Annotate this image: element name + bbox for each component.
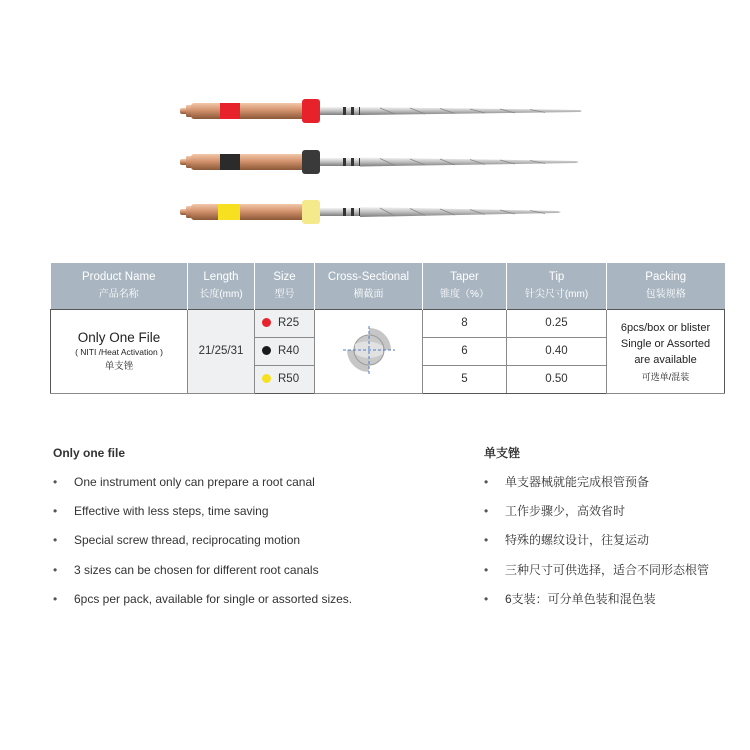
list-item: • 单支器械就能完成根管预备 [484,475,650,489]
yellow-dot-icon [262,374,271,383]
features-list-cn [484,473,744,619]
list-item: • 工作步骤少，高效省时 [484,504,626,519]
features-title-en: Only one file [53,446,126,460]
bullet-icon: • [53,562,58,577]
product-material: ( NITI /Heat Activation ) [75,347,163,357]
endodontic-files-illustration [0,80,750,240]
features-english [53,443,453,619]
file-instrument-r25 [180,99,582,123]
header-cross-section: Cross-Sectional 横截面 [315,263,423,309]
bullet-icon: • [484,475,489,489]
features-chinese [484,443,744,619]
list-item: • 特殊的螺纹设计，往复运动 [484,533,650,548]
size-cell-r25: R25 [255,309,315,337]
table-row [51,309,725,337]
tip-cell: 0.40 [507,337,607,365]
header-packing: Packing 包装规格 [607,263,725,309]
tip-cell: 0.50 [507,365,607,393]
header-tip: Tip 针尖尺寸(mm) [507,263,607,309]
list-item: • Effective with less steps, time saving [53,504,269,519]
bullet-icon: • [53,533,58,548]
product-name: Only One File [77,330,161,345]
bullet-icon: • [53,504,58,519]
cross-section-cell [315,309,423,393]
header-product-name: Product Name 产品名称 [51,263,188,309]
list-item: • 三种尺寸可供选择，适合不同形态根管 [484,562,710,577]
size-cell-r50: R50 [255,365,315,393]
taper-cell: 5 [423,365,507,393]
taper-cell: 8 [423,309,507,337]
list-item: • Special screw thread, reciprocating motion [53,533,301,548]
list-item: • 6pcs per pack, available for single or assorted sizes. [53,591,353,606]
product-name-cn: 单支锉 [104,361,134,372]
spec-table [50,263,725,394]
taper-cell: 6 [423,337,507,365]
file-instrument-r50 [180,200,561,224]
tip-cell: 0.25 [507,309,607,337]
bullet-icon: • [53,591,58,606]
bullet-icon: • [484,533,489,548]
list-item: • One instrument only can prepare a root canal [53,475,315,489]
list-item: • 3 sizes can be chosen for different root canals [53,562,319,577]
bullet-icon: • [53,475,58,489]
s-shaped-cross-section-icon [339,324,399,376]
header-length: Length 长度(mm) [188,263,255,309]
bullet-icon: • [484,591,489,606]
packing-cell: 6pcs/box or blister Single or Assorted are available 可选单/混装 [607,309,725,393]
product-name-cell [51,309,188,393]
list-item: • 6支装：可分单色装和混色装 [484,591,656,606]
black-dot-icon [262,346,271,355]
bullet-icon: • [484,562,489,577]
file-instrument-r40 [180,150,579,174]
red-dot-icon [262,318,271,327]
header-size: Size 型号 [255,263,315,309]
length-cell: 21/25/31 [188,309,255,393]
size-cell-r40: R40 [255,337,315,365]
header-taper: Taper 锥度（%） [423,263,507,309]
bullet-icon: • [484,504,489,519]
features-title-cn: 单支锉 [484,446,521,460]
table-header-row [51,263,725,309]
features-list-en [53,473,453,619]
